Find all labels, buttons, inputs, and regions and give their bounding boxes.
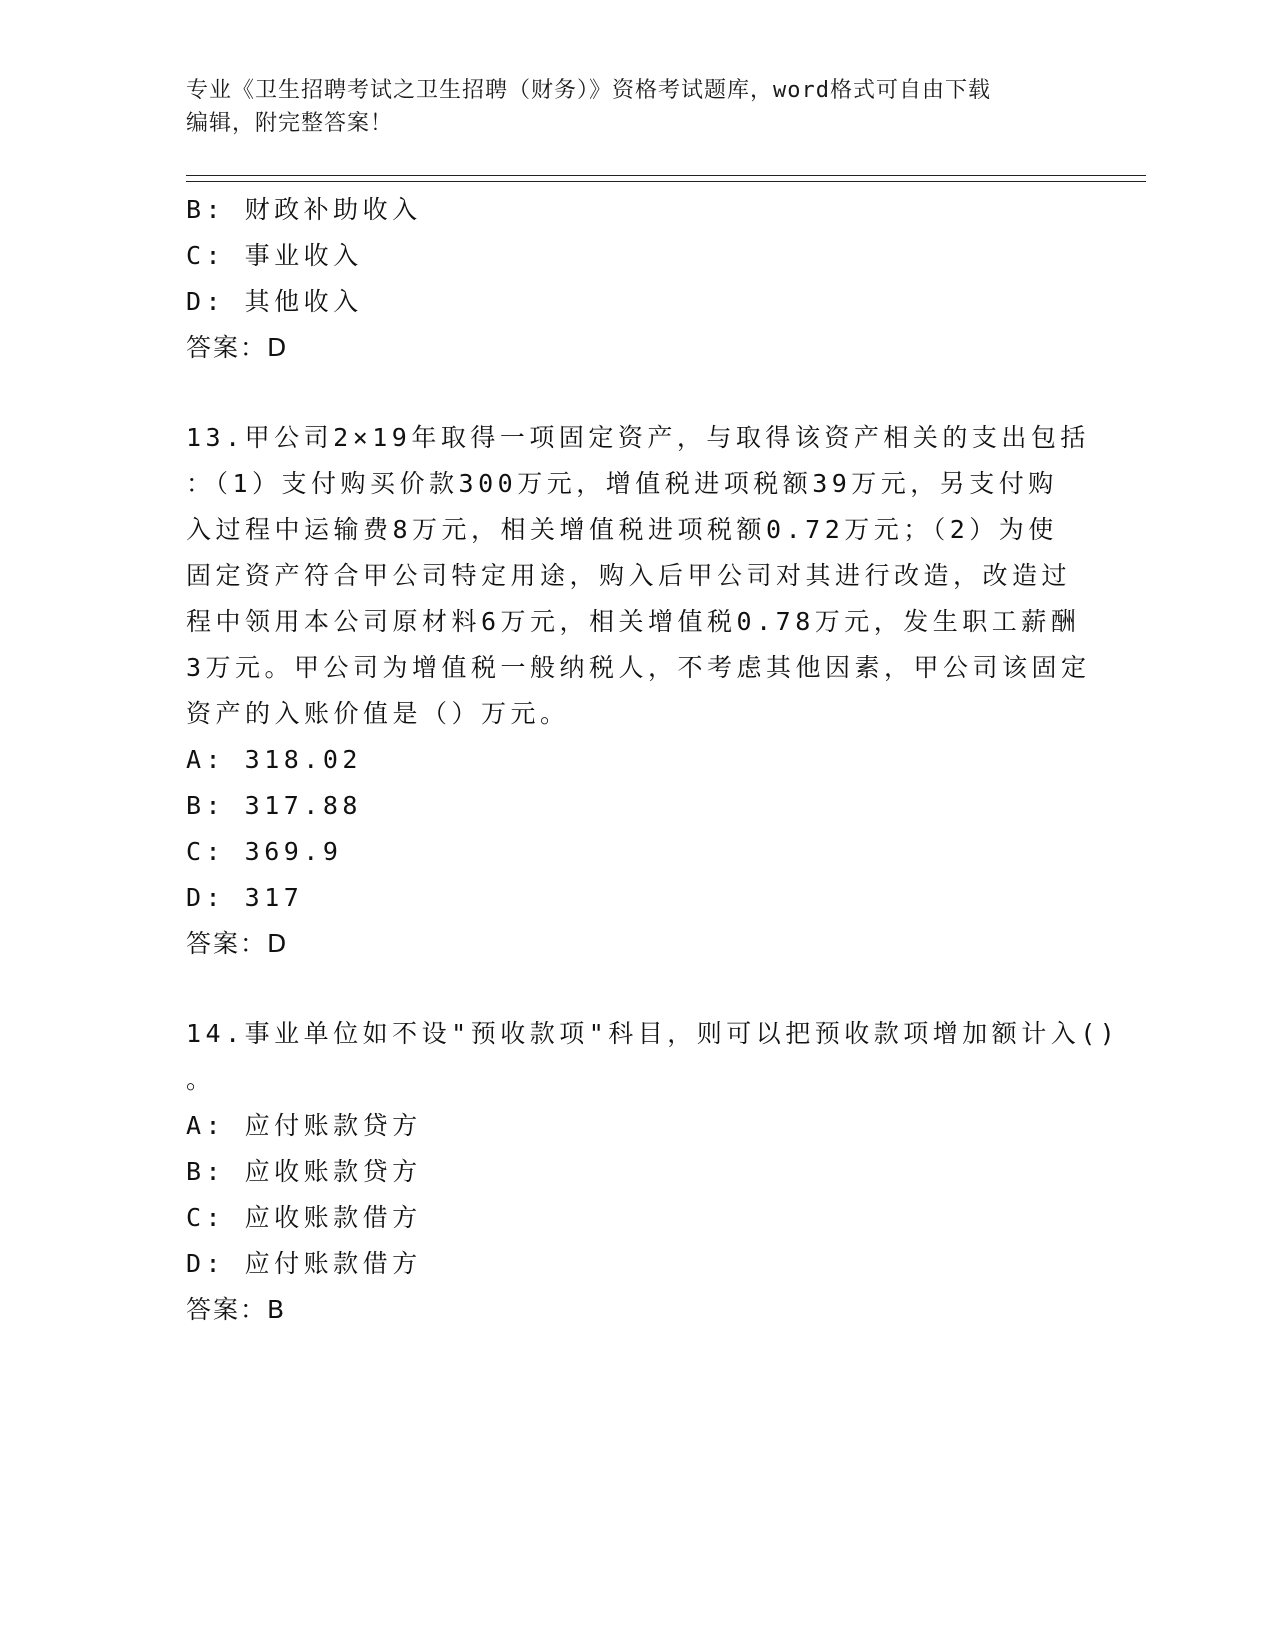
question-text-line: 程中领用本公司原材料6万元，相关增值税0.78万元，发生职工薪酬: [186, 607, 1081, 636]
document-header: [186, 74, 1086, 140]
question-12-tail: [186, 187, 1086, 371]
answer-line: 答案：D: [186, 333, 289, 362]
option-d: D: 其他收入: [186, 287, 363, 316]
question-13: [186, 415, 1091, 967]
option-d: D: 317: [186, 883, 304, 912]
spacer: [186, 371, 1086, 415]
document-body: [186, 187, 1120, 1333]
answer-line: 答案：B: [186, 1295, 287, 1324]
option-c: C: 应收账款借方: [186, 1203, 422, 1232]
answer-line: 答案：D: [186, 929, 289, 958]
header-rule-top: [186, 175, 1146, 176]
question-14: [186, 1011, 1120, 1333]
option-c: C: 事业收入: [186, 241, 363, 270]
question-text-line: 入过程中运输费8万元，相关增值税进项税额0.72万元；（2）为使: [186, 515, 1058, 544]
spacer: [186, 967, 1086, 1011]
option-a: A: 318.02: [186, 745, 362, 774]
option-b: B: 317.88: [186, 791, 362, 820]
option-a: A: 应付账款贷方: [186, 1111, 422, 1140]
header-line-2: 编辑，附完整答案！: [186, 111, 394, 136]
header-line-1: 专业《卫生招聘考试之卫生招聘（财务）》资格考试题库，word格式可自由下载: [186, 78, 991, 103]
option-d: D: 应付账款借方: [186, 1249, 422, 1278]
question-text-line: ：（1）支付购买价款300万元，增值税进项税额39万元，另支付购: [186, 469, 1058, 498]
question-text-line: 固定资产符合甲公司特定用途，购入后甲公司对其进行改造，改造过: [186, 561, 1072, 590]
question-text-line: 14.事业单位如不设"预收款项"科目，则可以把预收款项增加额计入(): [186, 1019, 1120, 1048]
question-text-line: 资产的入账价值是（）万元。: [186, 699, 570, 728]
header-rule-bottom: [186, 181, 1146, 182]
question-text-line: 。: [186, 1065, 216, 1094]
option-c: C: 369.9: [186, 837, 343, 866]
option-b: B: 财政补助收入: [186, 195, 422, 224]
question-text-line: 3万元。甲公司为增值税一般纳税人，不考虑其他因素，甲公司该固定: [186, 653, 1091, 682]
option-b: B: 应收账款贷方: [186, 1157, 422, 1186]
question-text-line: 13.甲公司2×19年取得一项固定资产，与取得该资产相关的支出包括: [186, 423, 1090, 452]
